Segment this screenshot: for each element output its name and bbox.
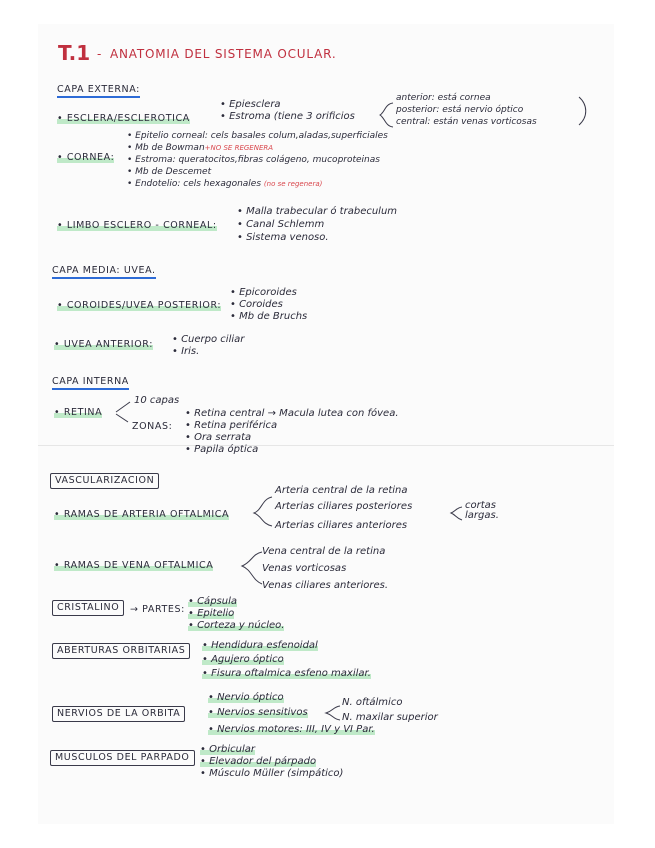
ciliar-sub: cortas [465, 500, 496, 511]
retina-zona-item: • Ora serrata [185, 432, 252, 443]
arteria-label: • RAMAS DE ARTERIA OFTALMICA [54, 509, 230, 520]
abertura-item: • Fisura oftalmica esfeno maxilar. [202, 668, 371, 679]
vena-item: Vena central de la retina [262, 546, 386, 557]
nervios-box: NERVIOS DE LA ORBITA [52, 706, 185, 722]
arteria-item: Arteria central de la retina [275, 485, 408, 496]
topic-number: T.1 [58, 41, 91, 65]
cornea-label: • CORNEA: [57, 152, 115, 163]
section-heading-media: CAPA MEDIA: UVEA. [52, 265, 156, 277]
coroides-item: • Coroides [230, 299, 283, 310]
limbo-item: • Canal Schlemm [237, 219, 325, 230]
page-title: ANATOMIA DEL SISTEMA OCULAR. [110, 47, 337, 61]
orificio-item: posterior: está nervio óptico [396, 105, 524, 115]
musculo-item: • Orbicular [200, 744, 256, 755]
nervio-item: • Nervios sensitivos [208, 707, 308, 718]
musculo-item: • Elevador del párpado [200, 756, 317, 767]
cornea-item: • Estroma: queratocitos,fibras colágeno, mucoproteinas [127, 155, 380, 165]
cristalino-box: CRISTALINO [52, 600, 124, 616]
nervio-sensitivo: N. maxilar superior [342, 712, 438, 723]
uvea-anterior-label: • UVEA ANTERIOR: [54, 339, 153, 350]
coroides-item: • Mb de Bruchs [230, 311, 308, 322]
cornea-item: • Endotelio: cels hexagonales (no se regenera) [127, 179, 323, 189]
uvea-item: • Cuerpo ciliar [172, 334, 245, 345]
esclera-item: • Estroma (tiene 3 orificios [220, 111, 355, 122]
vena-label: • RAMAS DE VENA OFTALMICA [54, 560, 214, 571]
musculos-box: MUSCULOS DEL PARPADO [50, 750, 195, 766]
coroides-label: • COROIDES/UVEA POSTERIOR: [57, 300, 222, 311]
retina-zona-item: • Papila óptica [185, 444, 259, 455]
abertura-item: • Hendidura esfenoidal [202, 640, 318, 651]
uvea-item: • Iris. [172, 346, 200, 357]
vena-item: Venas vorticosas [262, 563, 347, 574]
retina-label: • RETINA [54, 407, 103, 418]
orificio-item: central: están venas vorticosas [396, 117, 537, 127]
coroides-item: • Epicoroides [230, 287, 297, 298]
cristalino-item: • Corteza y núcleo. [188, 620, 285, 631]
cristalino-arrow: → PARTES: [130, 604, 185, 615]
section-heading-interna: CAPA INTERNA [52, 376, 129, 388]
nervio-item: • Nervio óptico [208, 692, 284, 703]
cornea-item: • Mb de Bowman+NO SE REGENERA [127, 143, 274, 153]
nervio-item: • Nervios motores: III, IV y VI Par. [208, 724, 375, 735]
cornea-item: • Epitelio corneal: cels basales colum,aladas,superficiales [127, 131, 388, 141]
section-heading-externa: CAPA EXTERNA: [57, 84, 140, 96]
ciliar-sub: largas. [465, 510, 499, 521]
nervio-sensitivo: N. oftálmico [342, 697, 403, 708]
limbo-label: • LIMBO ESCLERO - CORNEAL: [57, 220, 217, 231]
musculo-item: • Músculo Müller (simpático) [200, 768, 344, 779]
abertura-item: • Agujero óptico [202, 654, 284, 665]
arteria-item: Arterias ciliares anteriores [275, 520, 408, 531]
aberturas-box: ABERTURAS ORBITARIAS [52, 643, 190, 659]
retina-capas: 10 capas [134, 395, 180, 406]
esclera-item: • Epiesclera [220, 99, 281, 110]
limbo-item: • Sistema venoso. [237, 232, 329, 243]
retina-zonas: ZONAS: [132, 421, 173, 432]
title-dash: - [97, 47, 103, 61]
retina-zona-item: • Retina periférica [185, 420, 278, 431]
cristalino-item: • Epitelio [188, 608, 235, 619]
arteria-item: Arterias ciliares posteriores [275, 501, 413, 512]
vena-item: Venas ciliares anteriores. [262, 580, 389, 591]
cristalino-item: • Cápsula [188, 596, 237, 607]
vascularizacion-box: VASCULARIZACION [50, 473, 159, 489]
limbo-item: • Malla trabecular ó trabeculum [237, 206, 398, 217]
cornea-item: • Mb de Descemet [127, 167, 212, 177]
orificio-item: anterior: está cornea [396, 93, 491, 103]
retina-zona-item: • Retina central → Macula lutea con fóvea. [185, 408, 399, 419]
esclera-label: • ESCLERA/ESCLEROTICA [57, 113, 190, 124]
